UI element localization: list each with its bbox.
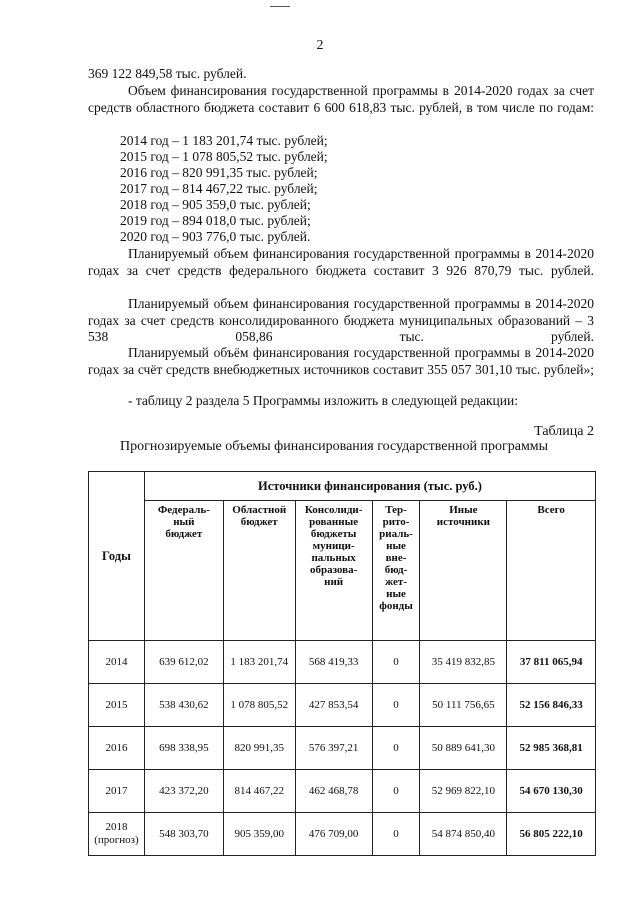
top-rule-mark: [270, 6, 290, 7]
year-line-2015: 2015 год – 1 078 805,52 тыс. рублей;: [120, 149, 328, 164]
cell-year: 2017: [89, 770, 145, 813]
cell-total: 52 985 368,81: [507, 727, 596, 770]
paragraph-municipal-budget: Планируемый объем финансирования государственной программы в 2014-2020 годах за счет средств консолидированного бюджета муниципальных образований – 3 538 058,86 тыс. рублей.: [88, 296, 594, 344]
header-total: Всего: [507, 501, 596, 641]
cell-total: 54 670 130,30: [507, 770, 596, 813]
header-sources: Источники финансирования (тыс. руб.): [144, 472, 595, 501]
table-row: [89, 641, 596, 684]
cell-total: 37 811 065,94: [507, 641, 596, 684]
cell-municipal: 568 419,33: [295, 641, 372, 684]
cell-year: 2014: [89, 641, 145, 684]
header-other-sources: Иные источники: [420, 501, 507, 641]
cell-federal: 698 338,95: [144, 727, 223, 770]
cell-other: 52 969 822,10: [420, 770, 507, 813]
cell-municipal: 462 468,78: [295, 770, 372, 813]
cell-year: 2018 (прогноз): [89, 813, 145, 856]
cell-territorial: 0: [372, 684, 420, 727]
table-row: [89, 727, 596, 770]
cell-municipal: 476 709,00: [295, 813, 372, 856]
cell-other: 50 889 641,30: [420, 727, 507, 770]
cell-regional: 1 078 805,52: [223, 684, 295, 727]
year-line-2018: 2018 год – 905 359,0 тыс. рублей;: [120, 197, 311, 212]
cell-municipal: 427 853,54: [295, 684, 372, 727]
table-title: Прогнозируемые объемы финансирования государственной программы: [120, 439, 549, 454]
year-line-2019: 2019 год – 894 018,0 тыс. рублей;: [120, 213, 311, 228]
cell-regional: 905 359,00: [223, 813, 295, 856]
page-number: 2: [316, 38, 324, 53]
cell-other: 50 111 756,65: [420, 684, 507, 727]
paragraph-federal-budget: Планируемый объем финансирования государственной программы в 2014-2020 годах за счет средств федерального бюджета составит 3 926 870,79 тыс. рублей.: [88, 246, 594, 278]
header-territorial-funds: Тер- рито- риаль- ные вне- бюд- жет- ные фонды: [372, 501, 420, 641]
header-years: Годы: [89, 472, 145, 641]
year-line-2016: 2016 год – 820 991,35 тыс. рублей;: [120, 165, 318, 180]
paragraph-table-instruction: - таблицу 2 раздела 5 Программы изложить в следующей редакции:: [128, 393, 518, 408]
cell-regional: 1 183 201,74: [223, 641, 295, 684]
cell-territorial: 0: [372, 813, 420, 856]
year-line-2017: 2017 год – 814 467,22 тыс. рублей;: [120, 181, 318, 196]
financing-table: [88, 471, 596, 856]
header-regional: Областной бюджет: [223, 501, 295, 641]
cell-territorial: 0: [372, 770, 420, 813]
year-line-2020: 2020 год – 903 776,0 тыс. рублей.: [120, 229, 311, 244]
header-municipal: Консолиди- рованные бюджеты муници- пальных образова- ний: [295, 501, 372, 641]
cell-other: 54 874 850,40: [420, 813, 507, 856]
cell-territorial: 0: [372, 727, 420, 770]
paragraph-offbudget: Планируемый объём финансирования государственной программы в 2014-2020 годах за счёт средств внебюджетных источников составит 355 057 301,10 тыс. рублей»;: [88, 345, 594, 377]
header-federal: Федераль- ный бюджет: [144, 501, 223, 641]
table-row: [89, 813, 596, 856]
cell-regional: 820 991,35: [223, 727, 295, 770]
cell-total: 52 156 846,33: [507, 684, 596, 727]
cell-federal: 538 430,62: [144, 684, 223, 727]
text-line-amount: 369 122 849,58 тыс. рублей.: [88, 66, 247, 81]
cell-other: 35 419 832,85: [420, 641, 507, 684]
cell-municipal: 576 397,21: [295, 727, 372, 770]
table-row: [89, 770, 596, 813]
cell-federal: 548 303,70: [144, 813, 223, 856]
year-line-2014: 2014 год – 1 183 201,74 тыс. рублей;: [120, 133, 328, 148]
cell-territorial: 0: [372, 641, 420, 684]
cell-federal: 423 372,20: [144, 770, 223, 813]
table-caption: Таблица 2: [534, 424, 594, 439]
cell-regional: 814 467,22: [223, 770, 295, 813]
table-row: [89, 684, 596, 727]
cell-federal: 639 612,02: [144, 641, 223, 684]
paragraph-regional-budget: Объем финансирования государственной программы в 2014-2020 годах за счет средств областного бюджета составит 6 600 618,83 тыс. рублей, в том числе по годам:: [88, 83, 594, 115]
cell-year: 2015: [89, 684, 145, 727]
cell-total: 56 805 222,10: [507, 813, 596, 856]
cell-year: 2016: [89, 727, 145, 770]
